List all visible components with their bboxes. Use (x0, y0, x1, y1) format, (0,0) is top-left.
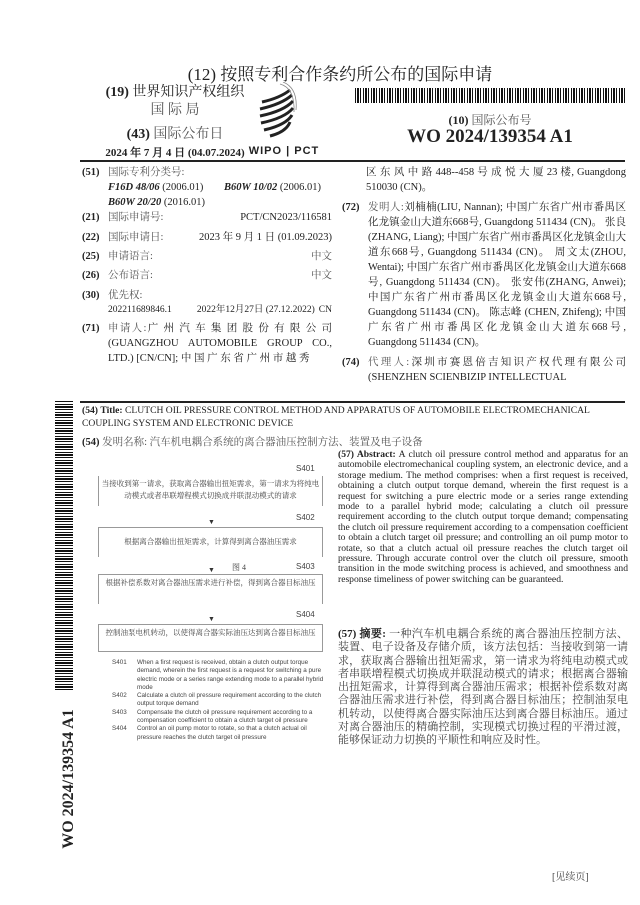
inventors-field: (72) 发明人:刘楠楠(LIU, Nannan); 中国广东省广州市番禺区化龙镇金山大道东668号, Guangdong 511434 (CN)。 张良 (ZHANG, Liang); 中国广东省广州市番禺区化龙镇金山大道东668号, Guangdong 511434 (CN)。 周文太(ZHOU, Wentai); 中国广东省广州市番禺区化龙镇金山大道东668号, Guangdong 511434 (CN)。 张安伟(ZHANG, Anwei); 中国广东省广州市番禺区化龙镇金山大道东668号, Guangdong 511434 (CN)。 陈志峰 (CHEN, Zhifeng); 中国广东省广州市番禺区化龙镇金山大道东668号, Guangdong 511434 (CN)。 (342, 202, 627, 348)
divider (80, 160, 625, 162)
figure-captions (112, 659, 327, 742)
wipo-logo (248, 82, 320, 157)
title-en: (54) Title: CLUTCH OIL PRESSURE CONTROL METHOD AND APPARATUS OF AUTOMOBILE ELECTROMECHANICAL COUPLING SYSTEM AND ELECTRONIC DEVICE (82, 405, 590, 429)
abstract-zh: (57) 摘要: 一种汽车机电耦合系统的离合器油压控制方法、装置、电子设备及存储介质，该方法包括：当接收到第一请求，获取离合器输出扭矩需求，第一请求为将纯电动模式或者串联增程模式切换成并联混动模式的请求；根据离合器输出扭矩需求，计算得到离合器油压需求；根据补偿系数对离合器油压需求进行补偿，得到离合器目标油压；控制油泵电机转动，以使得离合器实际油压达到离合器目标油压。通过对离合器油压的精确控制，实现模式切换过程的平滑过渡，能够保证动力切换的平顺性和响应及时性。 (338, 628, 629, 747)
pub-no-label: 国际公布号 (471, 113, 532, 127)
applicant-address-cont: 区 东 风 中 路 448--458 号 成 悦 大 厦 23 楼, Guangdong 510030 (CN)。 (366, 167, 626, 193)
pub-date-label: 国际公布日 (153, 127, 224, 142)
step-box: 当接收到第一请求，获取离合器输出扭矩需求，第一请求为将纯电动模式或者串联增程模式切换成并联混动模式的请求 (98, 476, 323, 506)
caption-row: S404 Control an oil pump motor to rotate, so that a clutch actual oil pressure reaches the clutch target oil pressure (112, 725, 307, 741)
priority-field: (30) 优先权: 202211689846.1 2022年12月27日 (27.12.2022) CN (82, 290, 332, 315)
side-pub-number: WO 2024/139354 A1 (60, 709, 77, 849)
document-type-heading: (12) 按照专利合作条约所公布的国际申请 (187, 65, 493, 84)
pub-lang-field: (26) 公布语言: 中文 (82, 270, 332, 281)
step-box: 控制油泵电机转动，以使得离合器实际油压达到离合器目标油压 (98, 624, 323, 652)
side-barcode (55, 400, 73, 690)
agent-field: (74) 代理人:深圳市赛恩倍吉知识产权代理有限公司(SHENZHEN SCIENBIZIP INTELLECTUAL (342, 357, 627, 383)
ipc-field: (51) 国际专利分类号: F16D 48/06 (2006.01) B60W 10/02 (2006.01) B60W 20/20 (2016.01) (82, 167, 321, 208)
caption-row: S402 Calculate a clutch oil pressure requirement according to the clutch output torque demand (112, 692, 322, 708)
figure-label: 图 4 (232, 563, 246, 572)
org-name: 世界知识产权组织 (132, 85, 245, 100)
pub-date: 2024 年 7 月 4 日 (04.07.2024) (105, 147, 245, 159)
office-block (90, 84, 260, 162)
org-sub: 国 际 局 (150, 103, 200, 118)
caption-row: S403 Compensate the clutch oil pressure requirement according to a compensation coefficient to obtain a clutch target oil pressure (112, 708, 313, 725)
step-box: 根据补偿系数对离合器油压需求进行补偿，得到离合器目标油压 (98, 574, 323, 604)
step-box: 根据离合器输出扭矩需求，计算得到离合器油压需求 (98, 527, 323, 557)
step-label: S403 (296, 562, 315, 571)
step-label: S402 (296, 513, 315, 522)
divider (80, 401, 625, 403)
org-code: (19) (105, 85, 129, 100)
continued-note: [见续页] (552, 872, 589, 883)
wipo-pct-text: WIPO | PCT (248, 145, 320, 157)
step-label: S401 (296, 464, 315, 473)
pub-number: WO 2024/139354 A1 (407, 126, 573, 147)
pub-no-code: (10) (448, 113, 469, 127)
caption-row: S401 When a first request is received, obtain a clutch output torque demand, wherein the first request is a request for switching a pure electric mode or a series range extending mode to a parallel hybrid mode (112, 659, 324, 691)
abstract-en: (57) Abstract: A clutch oil pressure control method and apparatus for an automobile electromechanical coupling system, an electronic device, and a storage medium. The method comprises: when a first request is received, obtaining a clutch output torque demand, wherein the first request is a request for switching a pure electric mode or a series range extending mode to a parallel hybrid mode; calculating a clutch oil pressure requirement according to the clutch output torque demand; compensating the clutch oil pressure requirement according to a compensation coefficient to obtain a clutch target oil pressure; and controlling an oil pump motor to rotate, so that a clutch actual oil pressure reaches the clutch target oil pressure. Through accurate control over the clutch oil pressure, smooth transition in the mode switching process is achieved, and smoothness and response timeliness of power switching can be guaranteed. (338, 449, 629, 585)
app-no-field: (21) 国际申请号: PCT/CN2023/116581 (82, 212, 332, 223)
applicant-field: (71) 申请人:广 州 汽 车 集 团 股 份 有 限 公 司 (GUANGZHOU AUTOMOBILE GROUP CO., LTD.) [CN/CN]; 中 国 广 东 省 广 州 市 越 秀 (82, 323, 332, 364)
filing-lang-field: (25) 申请语言: 中文 (82, 251, 332, 262)
barcode (355, 88, 625, 103)
step-label: S404 (296, 610, 315, 619)
app-date-field: (22) 国际申请日: 2023 年 9 月 1 日 (01.09.2023) (82, 232, 332, 243)
pub-date-code: (43) (126, 127, 150, 142)
title-zh: (54) 发明名称: 汽车机电耦合系统的离合器油压控制方法、装置及电子设备 (82, 437, 423, 448)
wipo-globe-icon (250, 82, 320, 140)
